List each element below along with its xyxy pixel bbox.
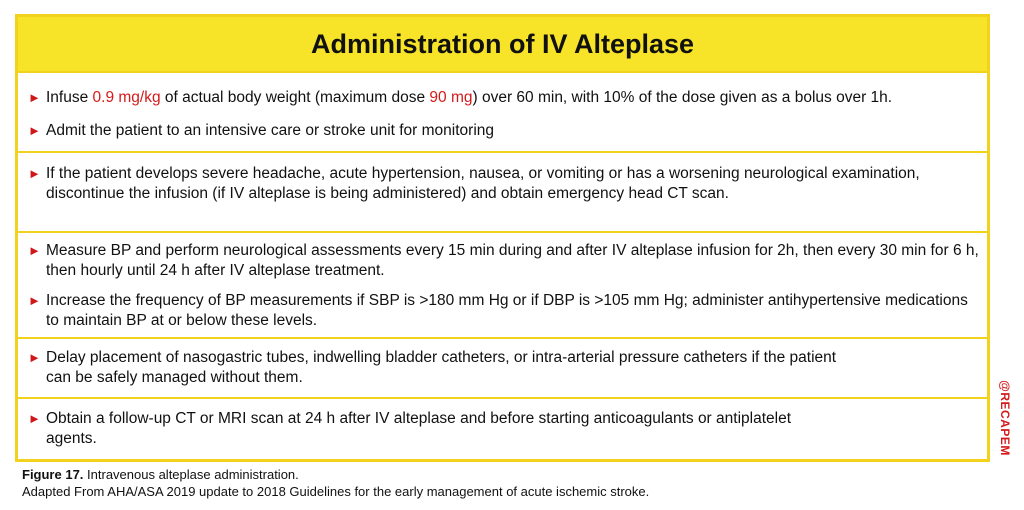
watermark — [994, 378, 1016, 458]
item-text: Delay placement of nasogastric tubes, indwelling bladder catheters, or intra-arterial pressure catheters if the patient can be safely managed without them. — [46, 349, 837, 386]
section-monitoring — [18, 231, 987, 337]
item-text: Obtain a follow-up CT or MRI scan at 24 h after IV alteplase and before starting anticoagulants or antiplatelet agents. — [46, 410, 791, 447]
item-text: Measure BP and perform neurological assessments every 15 min during and after IV alteplase infusion for 2h, then every 30 min for 6 h, then hourly until 24 h after IV alteplase treatment. — [46, 242, 979, 279]
dose-value: 0.9 mg/kg — [92, 89, 161, 106]
title-bar — [18, 17, 987, 73]
bullet-arrow-icon: ► — [28, 293, 41, 308]
guideline-panel — [15, 14, 990, 462]
caption-source: Adapted From AHA/ASA 2019 update to 2018 Guidelines for the early management of acute ischemic stroke. — [22, 484, 650, 499]
bullet-arrow-icon: ► — [28, 90, 41, 105]
infuse-pre: Infuse — [46, 89, 93, 106]
caption-text: Intravenous alteplase administration. — [83, 467, 299, 482]
bullet-arrow-icon: ► — [28, 350, 41, 365]
item-headache — [28, 164, 983, 204]
page-title: Administration of IV Alteplase — [310, 28, 695, 59]
item-followup — [28, 409, 797, 449]
item-measure-bp — [28, 241, 983, 281]
item-increase-bp — [28, 291, 983, 331]
bullet-arrow-icon: ► — [28, 411, 41, 426]
infuse-post: ) over 60 min, with 10% of the dose given as a bolus over 1h. — [472, 89, 893, 106]
caption-line — [22, 466, 649, 483]
infuse-mid: of actual body weight (maximum dose — [160, 89, 430, 106]
watermark-text: @RECAPEM — [998, 380, 1012, 456]
item-text: Increase the frequency of BP measurements if SBP is >180 mm Hg or if DBP is >105 mm Hg; administer antihypertensive medications to maintain BP at or below these levels. — [46, 292, 968, 329]
item-infuse — [28, 88, 983, 108]
item-text: If the patient develops severe headache, acute hypertension, nausea, or vomiting or has a worsening neurological examination, discontinue the infusion (if IV alteplase is being administered) and obtain emergency head CT scan. — [46, 165, 920, 202]
item-admit — [28, 121, 983, 141]
figure-caption — [22, 466, 649, 500]
bullet-arrow-icon: ► — [28, 123, 41, 138]
item-delay — [28, 348, 857, 388]
bullet-arrow-icon: ► — [28, 243, 41, 258]
item-text: Admit the patient to an intensive care or stroke unit for monitoring — [46, 122, 495, 139]
caption-label: Figure 17. — [22, 467, 84, 482]
section-deterioration — [18, 151, 987, 231]
item-text — [28, 88, 983, 108]
section-infusion — [18, 72, 987, 151]
section-followup — [18, 397, 987, 462]
max-dose-value: 90 mg — [429, 89, 473, 106]
section-catheters — [18, 337, 987, 397]
bullet-arrow-icon: ► — [28, 166, 41, 181]
